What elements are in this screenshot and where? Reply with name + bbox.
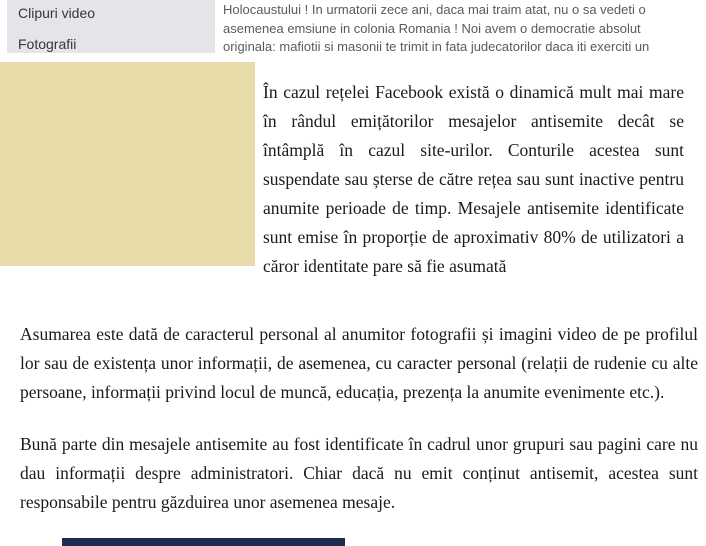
bottom-window-edge-bar: [62, 538, 345, 546]
body-paragraph-buna-parte: Bună parte din mesajele antisemite au fost identificate în cadrul unor grupuri sau pagini care nu dau informații despre administratori. Chiar dacă nu emit conținut antisemit, acestea sunt responsabile pentru găzduirea unor asemenea mesaje.: [20, 434, 698, 512]
quoted-comment-text: Holocaustului ! In urmatorii zece ani, daca mai traim atat, nu o sa vedeti o asemenea emsiune in colonia Romania ! Noi avem o democratie absolut originala: mafiotii si masonii te trimit in fata judecatorilor daca iti exerciti un: [223, 2, 650, 54]
beige-highlight-block: [0, 62, 255, 266]
body-paragraph-asumarea: Asumarea este dată de caracterul personal al anumitor fotografii și imagini video de pe profilul lor sau de existența unor informații, de asemenea, cu caracter personal (relații de rudenie cu alte persoane, informații privind locul de muncă, educația, prezența la anumite evenimente etc.).: [20, 324, 698, 402]
sidebar-item-fotografii[interactable]: Fotografii: [18, 36, 77, 52]
embedded-screenshot-sidebar: [7, 0, 215, 53]
indented-paragraph: În cazul rețelei Facebook există o dinamică mult mai mare în rândul emițătorilor mesajelor antisemite decât se întâmplă în cazul site-urilor. Conturile acestea sunt suspendate sau șterse de către rețea sau sunt inactive pentru anumite perioade de timp. Mesajele antisemite identificate sunt emise în proporție de aproximativ 80% de utilizatori a căror identitate pare să fie asumată: [263, 82, 684, 276]
sidebar-item-clipuri-video[interactable]: Clipuri video: [18, 5, 96, 21]
